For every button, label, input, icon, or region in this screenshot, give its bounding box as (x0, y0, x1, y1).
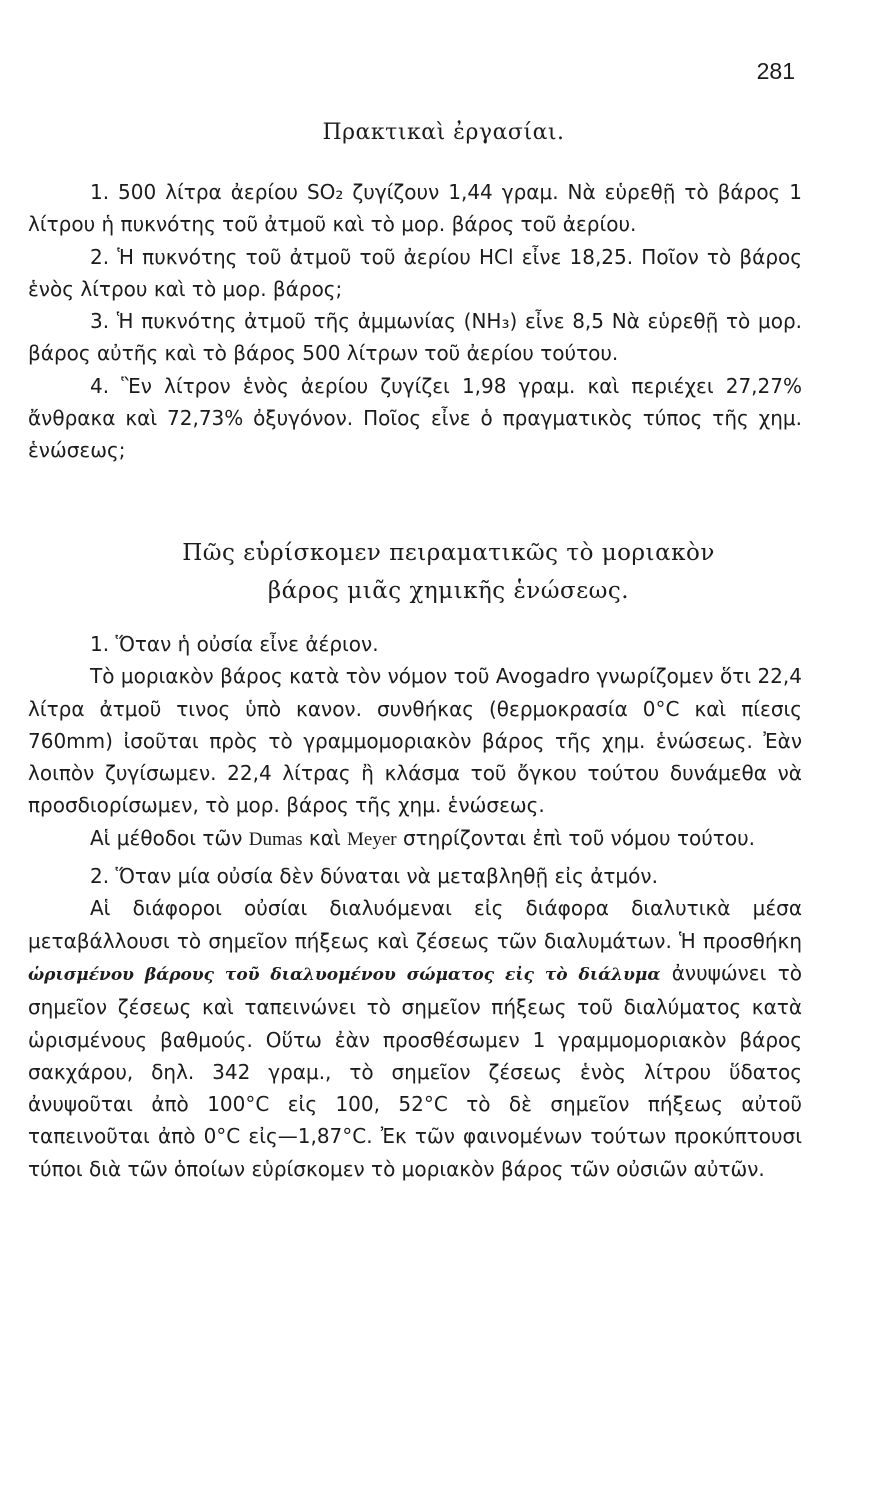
case2-heading: 2. Ὅταν μία οὐσία δὲν δύναται νὰ μεταβληθῇ εἰς ἀτμόν. (90, 864, 658, 889)
case1-heading: 1. Ὅταν ἡ οὐσία εἶνε ἀέριον. (90, 632, 379, 656)
exercise-item-2: 2. Ἡ πυκνότης τοῦ ἀτμοῦ τοῦ ἀερίου HCl εἶνε 18,25. Ποῖον τὸ βάρος ἑνὸς λίτρου καὶ τὸ μορ. βάρος; (28, 244, 802, 301)
section-body (28, 628, 802, 1185)
section-title-line-2: βάρος μιᾶς χημικῆς ἑνώσεως. (267, 578, 630, 604)
section-title-molecular-weight (0, 534, 887, 610)
case1-paragraph-2: Αἱ μέθοδοι τῶν Dumas καὶ Meyer στηρίζονται ἐπὶ τοῦ νόμου τούτου. (90, 825, 755, 850)
section-title-exercises: Πρακτικαὶ ἐργασίαι. (322, 120, 565, 145)
exercise-item-4: 4. Ἓν λίτρον ἑνὸς ἀερίου ζυγίζει 1,98 γραμ. καὶ περιέχει 27,27% ἄνθρακα καὶ 72,73% ὀξυγόνον. Ποῖος εἶνε ὁ πραγματικὸς τύπος τῆς χημ. ἑνώσεως; (28, 373, 802, 463)
case1-paragraph-1: Τὸ μοριακὸν βάρος κατὰ τὸν νόμον τοῦ Avogadro γνωρίζομεν ὅτι 22,4 λίτρα ἀτμοῦ τινος ὑπὸ κανον. συνθήκας (θερμοκρασία 0°C καὶ πίεσις 760mm) ἰσοῦται πρὸς τὸ γραμμομοριακὸν βάρος τῆς χημ. ἑνώσεως. Ἐὰν λοιπὸν ζυγίσωμεν. 22,4 λίτρας ἢ κλάσμα τοῦ ὄγκου τούτου δυνάμεθα νὰ προσδιορίσωμεν, τὸ μορ. βάρος τῆς χημ. ἑνώσεως. (28, 664, 802, 818)
exercise-item-1: 1. 500 λίτρα ἀερίου SO₂ ζυγίζουν 1,44 γραμ. Νὰ εὑρεθῇ τὸ βάρος 1 λίτρου ἡ πυκνότης τοῦ ἀτμοῦ καὶ τὸ μορ. βάρος τοῦ ἀερίου. (28, 180, 802, 237)
case2-paragraph: Αἱ διάφοροι οὐσίαι διαλυόμεναι εἰς διάφορα διαλυτικὰ μέσα μεταβάλλουσι τὸ σημεῖον πήξεως καὶ ζέσεως τῶν διαλυμάτων. Ἡ προσθήκη ὡρισμένου βάρους τοῦ διαλυομένου σώματος εἰς τὸ διάλυμα ἀνυψώνει τὸ σημεῖον ζέσεως καὶ ταπεινώνει τὸ σημεῖον πήξεως τοῦ διαλύματος κατὰ ὡρισμένους βαθμούς. Οὕτω ἐὰν προσθέσωμεν 1 γραμμομοριακὸν βάρος σακχάρου, δηλ. 342 γραμ., τὸ σημεῖον ζέσεως ἑνὸς λίτρου ὕδατος ἀνυψοῦται ἀπὸ 100°C εἰς 100, 52°C τὸ δὲ σημεῖον πήξεως αὐτοῦ ταπεινοῦται ἀπὸ 0°C εἰς—1,87°C. Ἐκ τῶν φαινομένων τούτων προκύπτουσι τύποι διὰ τῶν ὁποίων εὑρίσκομεν τὸ μοριακὸν βάρος τῶν οὐσιῶν αὐτῶν. (28, 896, 802, 1181)
exercise-item-3: 3. Ἡ πυκνότης ἀτμοῦ τῆς ἀμμωνίας (NH₃) εἶνε 8,5 Νὰ εὑρεθῇ τὸ μορ. βάρος αὐτῆς καὶ τὸ βάρος 500 λίτρων τοῦ ἀερίου τούτου. (28, 309, 802, 366)
exercise-list (28, 176, 802, 467)
page-number: 281 (756, 58, 795, 84)
name-dumas: Dumas (248, 828, 303, 850)
name-meyer: Meyer (347, 828, 397, 850)
italic-phrase: ὡρισμένου βάρους τοῦ διαλυομένου σώματος εἰς τὸ διάλυμα (28, 964, 661, 985)
section-title-line-1: Πῶς εὑρίσκομεν πειραματικῶς τὸ μοριακὸν (182, 540, 715, 566)
